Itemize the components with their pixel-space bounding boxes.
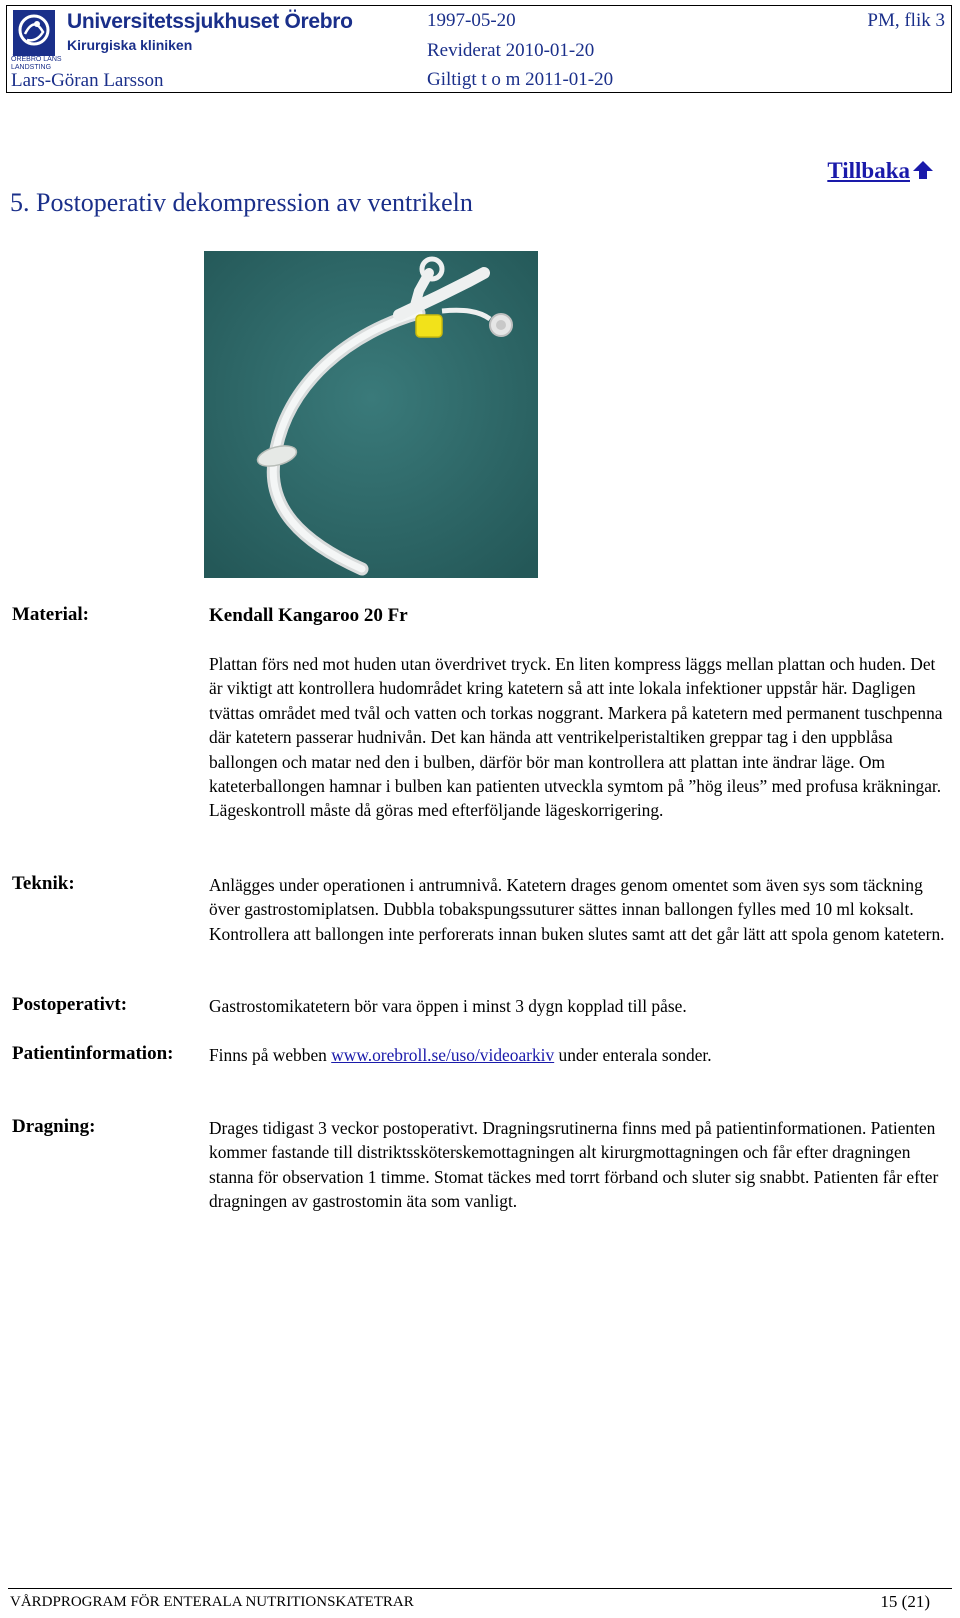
dragning-label: Dragning: <box>12 1116 96 1137</box>
postoperativt-text: Gastrostomikatetern bör vara öppen i minst 3 dygn kopplad till påse. <box>209 996 687 1016</box>
material-label: Material: <box>12 604 90 625</box>
org-name: Universitetssjukhuset Örebro <box>67 10 353 33</box>
up-arrow-icon <box>912 160 934 180</box>
page-title: 5. Postoperativ dekompression av ventrikeln <box>10 188 473 217</box>
postoperativt-label: Postoperativt: <box>12 994 128 1015</box>
date-created: 1997-05-20 <box>427 10 516 31</box>
catheter-photo <box>204 251 538 578</box>
care-paragraph: Plattan förs ned mot huden utan överdrivet tryck. En liten kompress läggs mellan plattan och huden. Det är viktigt att kontrollera hudområdet kring katetern så att inte lokala infektioner uppstår här. Dagligen tvättas området med tvål och vatten och torkas noggrant. Markera på katetern med permanent tuschpenna där katetern passerar hudnivån. Det kan hända att ventrikelperistaltiken greppar tag i den uppblåsa ballongen och matar ned den i bulben, därför bör man kontrollera att plattan inte ändrar läge. Om kateterballongen hamnar i bulben kan patienten utveckla symtom på ”hög ileus” med profusa kräkningar. Lägeskontroll måste då göras med efterföljande lägeskorrigering. <box>209 654 943 821</box>
teknik-text: Anlägges under operationen i antrumnivå. Katetern drages genom omentet som även sys som täckning över gastrostomiplatsen. Dubbla tobakspungssuturer sättes innan ballongen fylles med 10 ml koksalt. Kontrollera att ballongen inte perforerats innan buken slutes samt att det går lätt att spola genom katetern. <box>209 875 945 944</box>
back-link[interactable] <box>827 158 934 184</box>
footer-program: VÅRDPROGRAM FÖR ENTERALA NUTRITIONSKATETRAR <box>10 1594 414 1610</box>
department-name: Kirurgiska kliniken <box>67 37 193 53</box>
date-revised: Reviderat 2010-01-20 <box>427 40 595 61</box>
material-value: Kendall Kangaroo 20 Fr <box>209 605 408 626</box>
patientinfo-text-after: under enterala sonder. <box>554 1045 712 1065</box>
document-header <box>6 5 952 93</box>
footer-divider <box>8 1588 952 1589</box>
dragning-text: Drages tidigast 3 veckor postoperativt. Dragningsrutinerna finns med på patientinformationen. Patienten kommer fastande till distriktssköterskemottagningen alt kirurgmottagningen och får efter dragningen stanna för observation 1 timme. Stomat täckes med torrt förband och sluter sig snabbt. Patienten får efter dragningen av gastrostomin äta som vanligt. <box>209 1118 939 1212</box>
patientinfo-text-before: Finns på webben <box>209 1045 332 1065</box>
patientinformation-label: Patientinformation: <box>12 1043 174 1064</box>
patientinformation-text <box>209 1043 949 1067</box>
county-logo-text: ÖREBRO LÄNS LANDSTING <box>11 56 62 71</box>
hospital-logo-icon <box>13 10 55 56</box>
valid-until: Giltigt t o m 2011-01-20 <box>427 69 614 90</box>
page-tab: PM, flik 3 <box>867 10 945 31</box>
author-name: Lars-Göran Larsson <box>11 70 164 91</box>
teknik-label: Teknik: <box>12 873 75 894</box>
back-link-label: Tillbaka <box>827 158 910 183</box>
videoarkiv-link[interactable]: www.orebroll.se/uso/videoarkiv <box>331 1045 555 1065</box>
footer-page-number: 15 (21) <box>880 1592 930 1611</box>
